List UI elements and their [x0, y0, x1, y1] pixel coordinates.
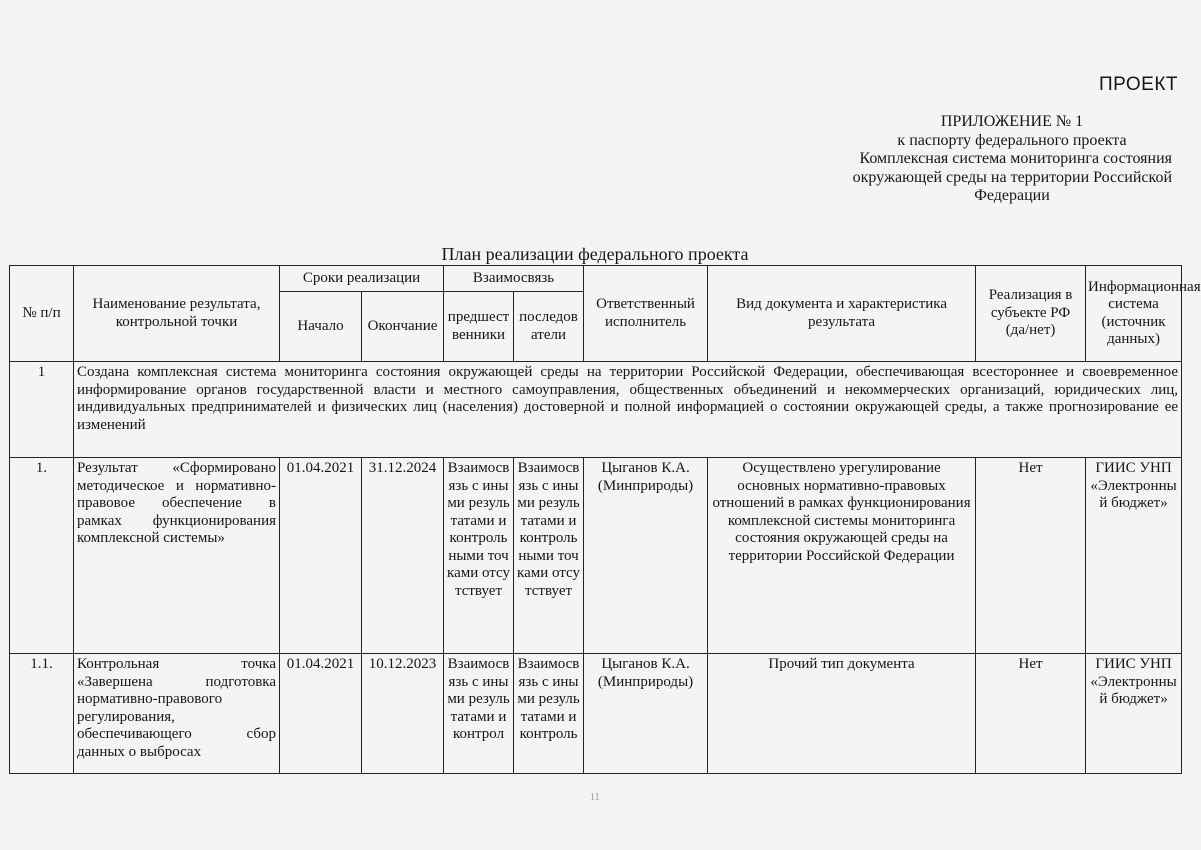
header-num: № п/п [10, 266, 74, 362]
doc-type-cell: Прочий тип документа [708, 654, 976, 774]
header-name: Наименование результата, контрольной точки [74, 266, 280, 362]
draft-stamp: ПРОЕКТ [1098, 74, 1178, 95]
appendix-line: Федерации [974, 187, 1050, 204]
plan-table [9, 265, 1201, 774]
appendix-line: к паспорту федерального проекта [897, 131, 1127, 149]
page-title: План реализации федерального проекта [441, 244, 749, 264]
table-row [10, 654, 1182, 774]
header-start: Начало [280, 292, 362, 362]
appendix-line: Комплексная система мониторинга состояния [859, 150, 1172, 167]
section-text: Создана комплексная система мониторинга состояния окружающей среды на территории Российской Федерации, обеспечивающая всестороннее и своевременное информирование органов государственной власти и местного самоуправления, общественных объединений и некоммерческих организаций, юридических лиц, индивидуальных предпринимателей и физических лиц (населения) достоверной и полной информацией о состоянии окружающей среды, а также прогнозирование ее изменений [74, 362, 1182, 458]
header-row [10, 266, 1182, 292]
header-successors: последователи [514, 292, 584, 362]
header-responsible: Ответственный исполнитель [584, 266, 708, 362]
appendix-header [812, 113, 1172, 206]
predecessors-cell: Взаимосвязь с иными результатами и контрол [444, 654, 514, 774]
header-doc-type: Вид документа и характеристика результата [708, 266, 976, 362]
responsible-cell: Цыганов К.А. (Минприроды) [584, 458, 708, 654]
row-number: 1.1. [10, 654, 74, 774]
header-info: Информационная система (источник данных) [1086, 266, 1182, 362]
end-date: 31.12.2024 [362, 458, 444, 654]
header-region: Реализация в субъекте РФ (да/нет) [976, 266, 1086, 362]
header-end: Окончание [362, 292, 444, 362]
successors-cell: Взаимосвязь с иными результатами и контроль [514, 654, 584, 774]
page-number: 11 [590, 792, 600, 803]
successors-cell: Взаимосвязь с иными результатами и контрольными точками отсутствует [514, 458, 584, 654]
start-date: 01.04.2021 [280, 458, 362, 654]
header-terms: Сроки реализации [280, 266, 444, 292]
header-predecessors: предшественники [444, 292, 514, 362]
result-name: Результат «Сформировано методическое и нормативно-правовое обеспечение в рамках функционирования комплексной системы» [74, 458, 280, 654]
info-system-cell: ГИИС УНП «Электронный бюджет» [1086, 654, 1182, 774]
header-relation: Взаимосвязь [444, 266, 584, 292]
section-row [10, 362, 1182, 458]
row-number: 1. [10, 458, 74, 654]
end-date: 10.12.2023 [362, 654, 444, 774]
region-cell: Нет [976, 458, 1086, 654]
doc-type-cell: Осуществлено урегулирование основных нормативно-правовых отношений в рамках функционирования комплексной системы мониторинга состояния окружающей среды на территории Российской Федерации [708, 458, 976, 654]
predecessors-cell: Взаимосвязь с иными результатами и контрольными точками отсутствует [444, 458, 514, 654]
responsible-cell: Цыганов К.А. (Минприроды) [584, 654, 708, 774]
checkpoint-name: Контрольная точка «Завершена подготовка нормативно-правового регулирования, обеспечивающего сбор данных о выбросах [74, 654, 280, 774]
appendix-number: ПРИЛОЖЕНИЕ № 1 [940, 113, 1084, 130]
region-cell: Нет [976, 654, 1086, 774]
start-date: 01.04.2021 [280, 654, 362, 774]
section-number: 1 [10, 362, 74, 458]
info-system-cell: ГИИС УНП «Электронный бюджет» [1086, 458, 1182, 654]
table-row [10, 458, 1182, 654]
appendix-line: окружающей среды на территории Российской [852, 168, 1172, 186]
